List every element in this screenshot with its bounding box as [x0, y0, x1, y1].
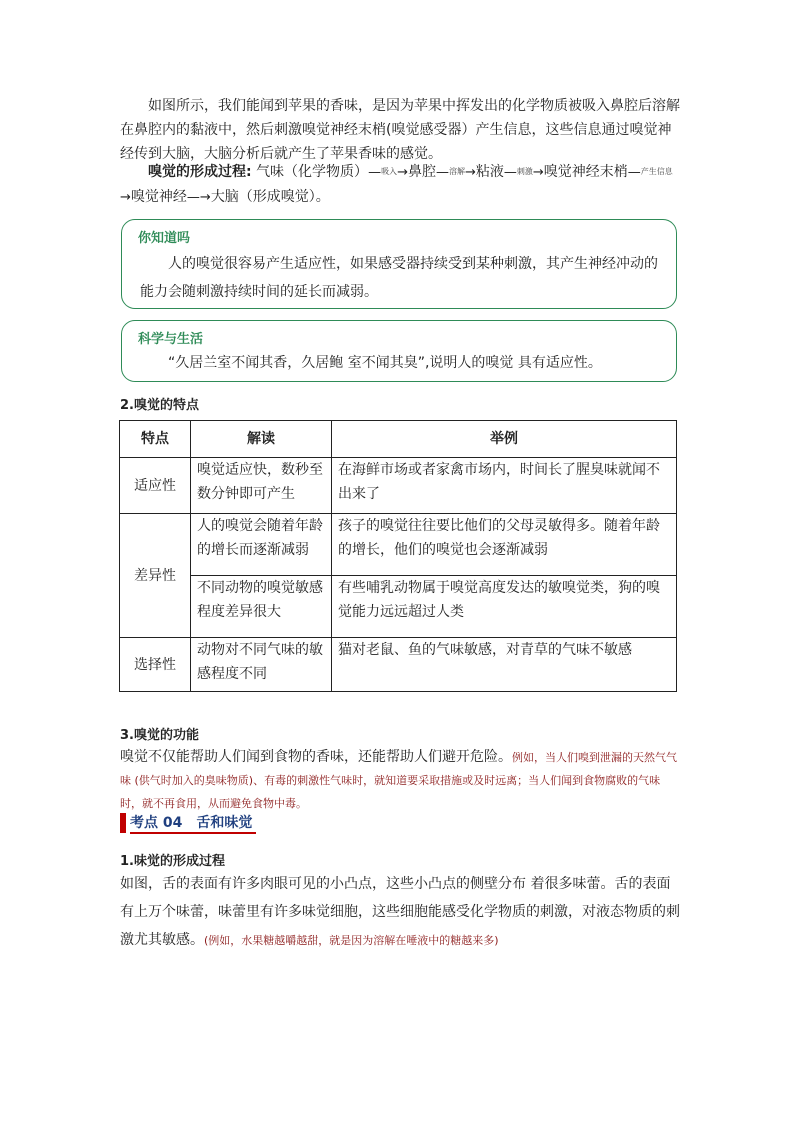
process-arrow-1: 吸入: [381, 167, 398, 176]
process-label: 嗅觉的形成过程:: [148, 164, 252, 180]
science-life-box: [121, 320, 677, 382]
process-step-4: 嗅觉神经末梢: [543, 164, 628, 180]
table-cell: 人的嗅觉会随着年龄的增长而逐渐减弱: [191, 514, 332, 576]
function-text: 嗅觉不仅能帮助人们闻到食物的香味，还能帮助人们避开危险。: [120, 749, 512, 765]
process-step-6: 大脑（形成嗅觉）。: [210, 189, 330, 205]
intro-paragraph: 如图所示，我们能闻到苹果的香味，是因为苹果中挥发出的化学物质被吸入鼻腔后溶解在鼻腔内的黏液中，然后刺激嗅觉神经末梢(嗅觉感受器）产生信息，这些信息通过嗅觉神经传到大脑，大脑分析后就产生了苹果香味的感觉。: [120, 98, 680, 162]
table-cell: 猫对老鼠、鱼的气味敏感，对青草的气味不敏感: [332, 638, 677, 692]
table-cell: 在海鲜市场或者家禽市场内，时间长了腥臭味就闻不出来了: [332, 458, 677, 514]
process-step-1: 气味（化学物质）: [256, 164, 369, 180]
kaodian-marker: [120, 813, 126, 833]
process-arrow-2: 溶解: [448, 167, 465, 176]
table-cell: 不同动物的嗅觉敏感程度差异很大: [191, 576, 332, 638]
process-arrow-3: 刺激: [516, 167, 533, 176]
process-step-2: 鼻腔: [407, 164, 436, 180]
table-header-row: [120, 421, 677, 458]
science-life-title: 科学与生活: [138, 332, 204, 347]
taste-heading: 1.味觉的形成过程: [120, 854, 225, 869]
table-cell: 有些哺乳动物属于嗅觉高度发达的敏嗅觉类，狗的嗅觉能力远远超过人类: [332, 576, 677, 638]
table-row: [120, 638, 677, 692]
process-step-3: 粘液: [475, 164, 504, 180]
table-cell: 适应性: [120, 458, 191, 514]
process-line: 嗅觉的形成过程: 气味（化学物质）—吸入→鼻腔—溶解→粘液—刺激→嗅觉神经末梢—产生信息→嗅觉神经—→大脑（形成嗅觉）。: [120, 164, 673, 205]
kaodian-04-heading: [120, 813, 256, 833]
process-arrow-4: 产生信息: [640, 167, 673, 176]
section-3-heading: 3.嗅觉的功能: [120, 728, 199, 743]
did-you-know-title: 你知道吗: [138, 231, 191, 246]
did-you-know-text: 人的嗅觉很容易产生适应性，如果感受器持续受到某种刺激，其产生神经冲动的能力会随刺激持续时间的延长而减弱。: [140, 256, 658, 300]
table-row: [120, 458, 677, 514]
kaodian-label: 考点 04 舌和味觉: [130, 812, 256, 834]
taste-paragraph: [120, 870, 680, 955]
table-cell: 选择性: [120, 638, 191, 692]
table-header: 解读: [191, 421, 332, 458]
table-header: 举例: [332, 421, 677, 458]
table-cell: 动物对不同气味的敏感程度不同: [191, 638, 332, 692]
function-example: 例如，当人们嗅到泄漏的天然气气味 (供气时加入的臭味物质)、有毒的刺激性气味时，就知道要采取措施或及时远离；当人们闻到食物腐败的气味时，就不再食用，从而避免食物中毒。: [120, 751, 677, 810]
table-cell: 嗅觉适应快，数秒至数分钟即可产生: [191, 458, 332, 514]
section-3-text: [120, 746, 680, 815]
process-step-5: 嗅觉神经: [130, 189, 187, 205]
table-row: [120, 514, 677, 576]
section-2-heading: 2.嗅觉的特点: [120, 398, 199, 413]
table-cell: 孩子的嗅觉往往要比他们的父母灵敏得多。随着年龄的增长，他们的嗅觉也会逐渐减弱: [332, 514, 677, 576]
taste-example: (例如，水果糖越嚼越甜，就是因为溶解在唾液中的糖越来多): [204, 934, 499, 947]
smell-features-table: [119, 420, 677, 692]
taste-text: 如图，舌的表面有许多肉眼可见的小凸点，这些小凸点的侧壁分布 着很多味蕾。舌的表面有上万个味蕾，味蕾里有许多味觉细胞，这些细胞能感受化学物质的刺激，对液态物质的刺激尤其敏感。: [120, 876, 680, 948]
table-header: 特点: [120, 421, 191, 458]
science-life-text: “久居兰室不闻其香，久居鲍 室不闻其臭”,说明人的嗅觉 具有适应性。: [168, 355, 602, 371]
did-you-know-box: [121, 219, 677, 309]
table-row: [120, 576, 677, 638]
table-cell: 差异性: [120, 514, 191, 638]
